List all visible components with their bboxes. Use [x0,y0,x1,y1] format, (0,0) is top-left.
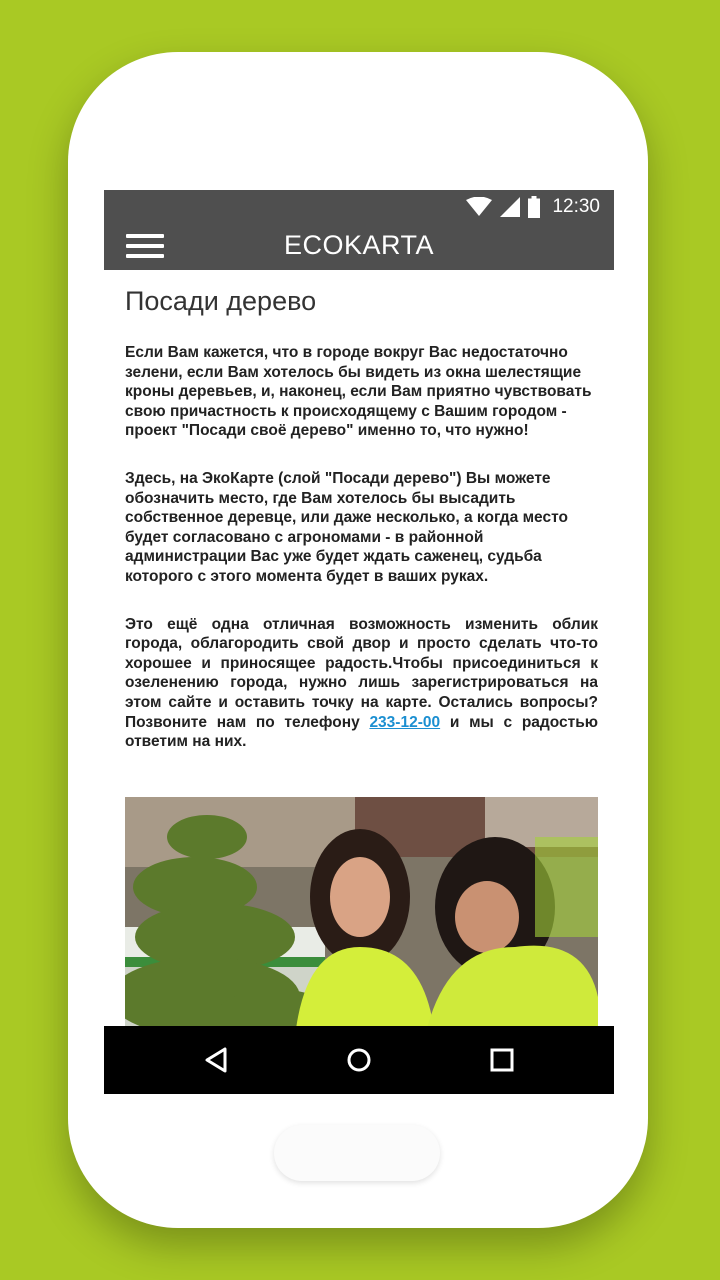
volunteers-photo [125,797,598,1026]
home-icon[interactable] [343,1044,375,1076]
back-icon[interactable] [201,1044,233,1076]
recents-icon[interactable] [486,1044,518,1076]
paragraph-3-text-end: и мы с радостью ответим на них. [125,713,598,751]
signal-icon [500,197,520,217]
system-nav-bar [104,1026,614,1094]
battery-icon [528,196,540,218]
paragraph-3-text-start: Это ещё одна отличная возможность изменить облик города, облагородить свой двор и просто сделать что-то хорошее и приносящее радость.Чтобы присоединиться к озеленению города, нужно лишь зарегистрироваться на этом сайте и оставить точку на карте. Остались вопросы? Позвоните нам по телефону [125,615,598,731]
article-content[interactable] [125,270,598,1026]
app-title: ECOKARTA [283,230,435,260]
wifi-icon [466,197,492,217]
phone-home-button[interactable] [274,1125,440,1181]
phone-number-link[interactable]: 233-12-00 [369,713,441,731]
status-bar [104,190,614,224]
article-paragraph-3 [125,615,598,752]
app-bar [104,224,614,270]
article-paragraph-1: Если Вам кажется, что в городе вокруг Вас недостаточно зелени, если Вам хотелось бы видеть из окна шелестящие кроны деревьев, и, наконец, если Вам приятно чувствовать свою причастность к происходящему с Вашим городом - проект "Посади своё дерево" именно то, что нужно! [125,344,592,440]
article-paragraph-2: Здесь, на ЭкоКарте (слой "Посади дерево") Вы можете обозначить место, где Вам хотелось бы высадить собственное деревце, или даже несколько, а когда место будет согласовано с агрономами - в районной администрации Вас уже будет ждать саженец, судьба которого с этого момента будет в ваших руках. [125,469,568,585]
device-screen [104,190,614,1094]
status-time: 12:30 [552,196,600,217]
page-title: Посади дерево [125,286,317,316]
